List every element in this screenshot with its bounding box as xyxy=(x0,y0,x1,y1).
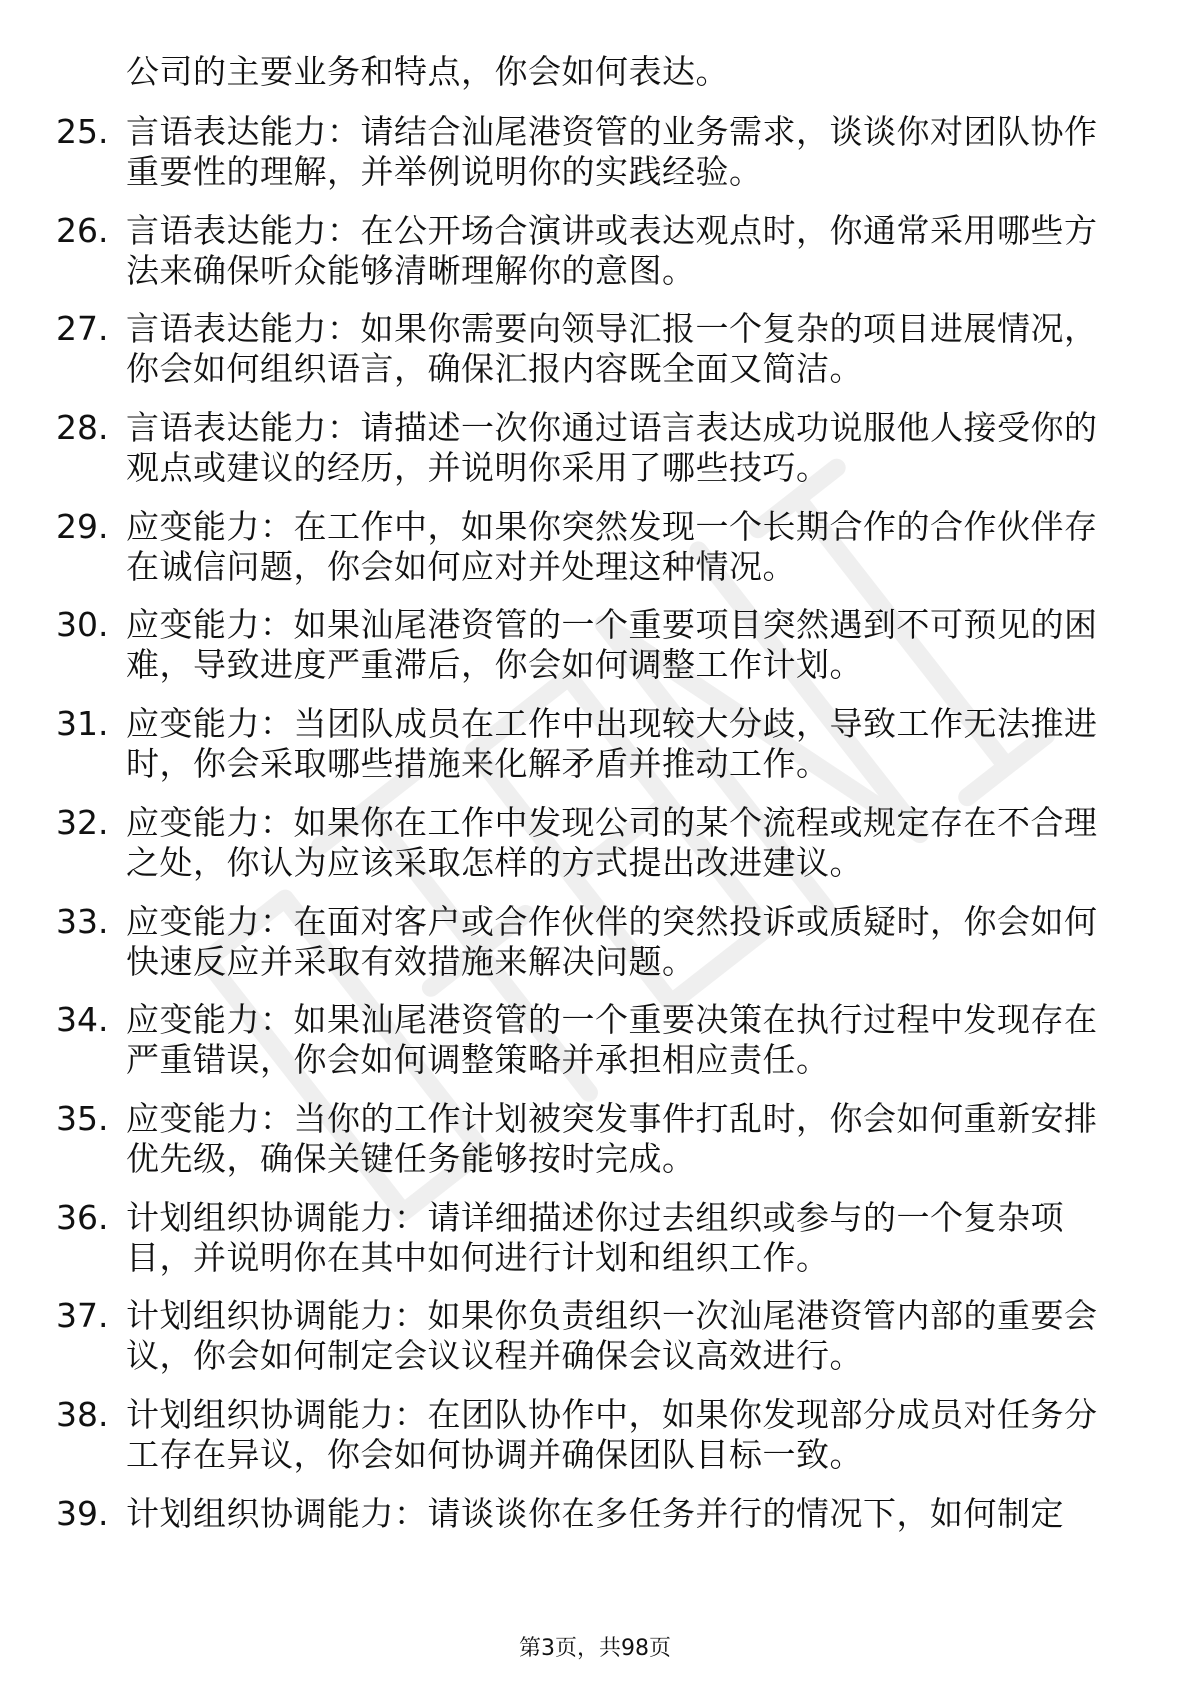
question-item xyxy=(0,902,1190,984)
question-item xyxy=(0,704,1190,786)
question-number: 32. xyxy=(56,802,109,842)
question-text: 计划组织协调能力：请详细描述你过去组织或参与的一个复杂项目，并说明你在其中如何进行计划和组织工作。 xyxy=(126,1197,1064,1277)
question-item xyxy=(0,1000,1190,1082)
question-item xyxy=(0,1099,1190,1181)
question-number: 37. xyxy=(56,1296,109,1336)
question-text: 应变能力：在工作中，如果你突然发现一个长期合作的合作伙伴存在诚信问题，你会如何应对并处理这种情况。 xyxy=(126,506,1098,586)
question-text: 言语表达能力：在公开场合演讲或表达观点时，你通常采用哪些方法来确保听众能够清晰理解你的意图。 xyxy=(126,210,1098,290)
page-number-label: 第3页，共98页 xyxy=(519,1636,671,1661)
question-number: 36. xyxy=(56,1197,109,1237)
question-number: 34. xyxy=(56,1000,109,1040)
question-number: 33. xyxy=(56,901,109,941)
question-list xyxy=(0,112,1190,1592)
question-text: 言语表达能力：请结合汕尾港资管的业务需求，谈谈你对团队协作重要性的理解，并举例说明你的实践经验。 xyxy=(126,112,1098,191)
question-item xyxy=(0,1296,1190,1378)
question-item xyxy=(0,1395,1190,1477)
question-number: 27. xyxy=(56,309,109,349)
question-text: 应变能力：如果你在工作中发现公司的某个流程或规定存在不合理之处，你认为应该采取怎样的方式提出改进建议。 xyxy=(126,802,1098,882)
question-number: 25. xyxy=(56,112,109,151)
question-item xyxy=(0,112,1190,194)
question-number: 31. xyxy=(56,704,109,744)
question-text: 言语表达能力：请描述一次你通过语言表达成功说服他人接受你的观点或建议的经历，并说明你采用了哪些技巧。 xyxy=(126,408,1098,488)
question-item xyxy=(0,803,1190,885)
question-number: 28. xyxy=(56,408,109,448)
question-text: 计划组织协调能力：如果你负责组织一次汕尾港资管内部的重要会议，你会如何制定会议议程并确保会议高效进行。 xyxy=(126,1296,1098,1376)
question-number: 30. xyxy=(56,605,109,645)
question-text: 言语表达能力：如果你需要向领导汇报一个复杂的项目进展情况，你会如何组织语言，确保汇报内容既全面又简洁。 xyxy=(126,309,1098,389)
question-number: 38. xyxy=(56,1394,109,1434)
question-text: 应变能力：如果汕尾港资管的一个重要决策在执行过程中发现存在严重错误，你会如何调整策略并承担相应责任。 xyxy=(126,1000,1098,1080)
question-item xyxy=(0,1198,1190,1280)
question-text: 应变能力：当团队成员在工作中出现较大分歧，导致工作无法推进时，你会采取哪些措施来化解矛盾并推动工作。 xyxy=(126,704,1098,784)
question-item xyxy=(0,605,1190,687)
question-item xyxy=(0,211,1190,293)
continuation-text: 公司的主要业务和特点，你会如何表达。 xyxy=(126,52,729,91)
question-item xyxy=(0,309,1190,391)
question-number: 35. xyxy=(56,1098,109,1138)
question-text: 计划组织协调能力：请谈谈你在多任务并行的情况下，如何制定 xyxy=(126,1493,1064,1533)
question-text: 应变能力：当你的工作计划被突发事件打乱时，你会如何重新安排优先级，确保关键任务能够按时完成。 xyxy=(126,1098,1098,1178)
question-text: 应变能力：如果汕尾港资管的一个重要项目突然遇到不可预见的困难，导致进度严重滞后，你会如何调整工作计划。 xyxy=(126,605,1098,685)
question-text: 计划组织协调能力：在团队协作中，如果你发现部分成员对任务分工存在异议，你会如何协调并确保团队目标一致。 xyxy=(126,1394,1098,1474)
question-text: 应变能力：在面对客户或合作伙伴的突然投诉或质疑时，你会如何快速反应并采取有效措施来解决问题。 xyxy=(126,901,1098,981)
question-item xyxy=(0,507,1190,589)
question-item xyxy=(0,408,1190,490)
question-number: 26. xyxy=(56,210,109,250)
question-number: 39. xyxy=(56,1493,109,1533)
question-number: 29. xyxy=(56,506,109,546)
page-footer xyxy=(0,1635,1190,1663)
question-item xyxy=(0,1494,1190,1576)
